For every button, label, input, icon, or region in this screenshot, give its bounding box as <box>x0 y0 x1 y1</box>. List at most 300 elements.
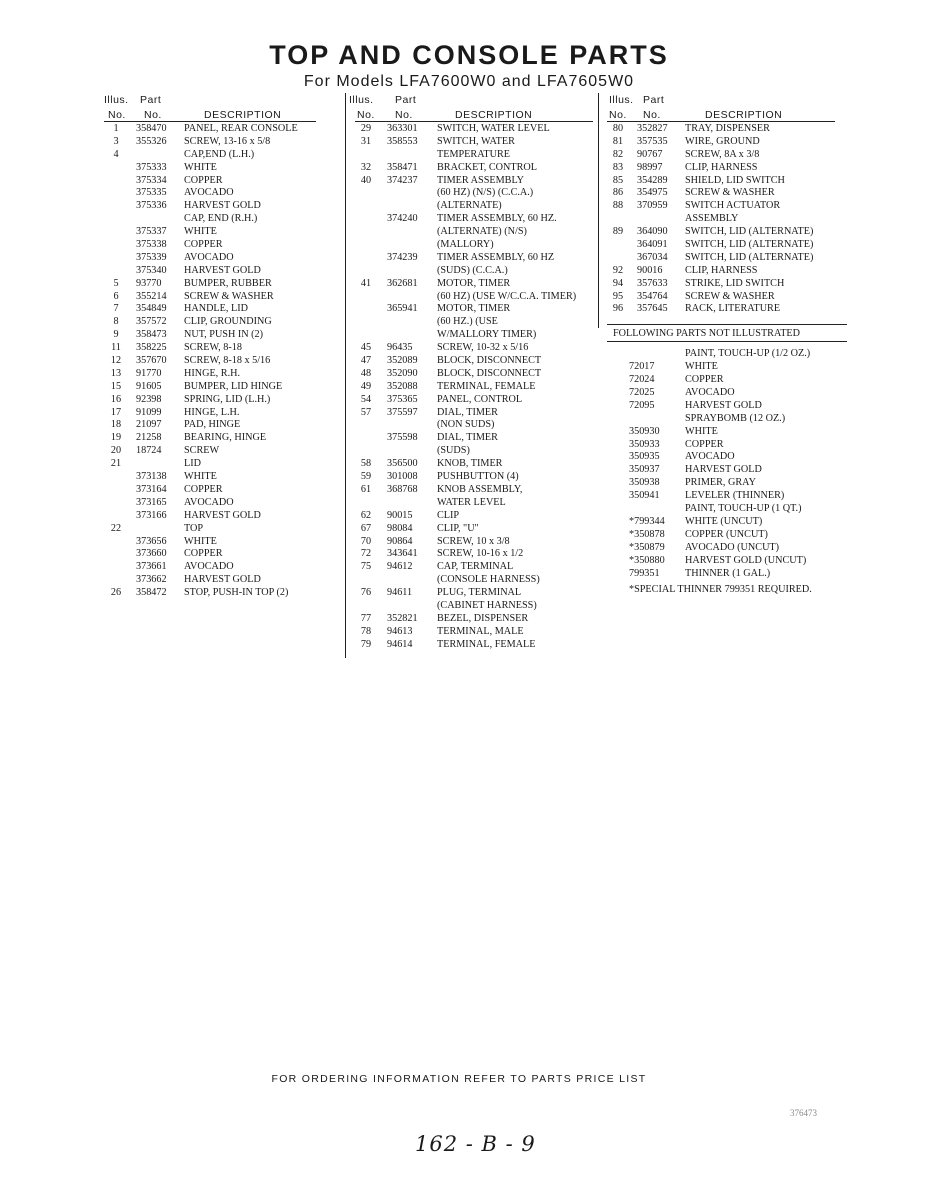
part-no-cell: 350935 <box>629 451 660 463</box>
table-row <box>355 149 595 162</box>
description-cell: SCREW, 8-18 x 5/16 <box>184 355 271 367</box>
part-no-cell: 72024 <box>629 374 655 386</box>
part-header: Part <box>140 94 162 106</box>
table-row <box>607 149 847 162</box>
table-row <box>607 387 847 400</box>
table-row <box>355 587 595 600</box>
description-cell: HANDLE, LID <box>184 303 248 315</box>
table-row <box>607 303 847 316</box>
description-cell: HARVEST GOLD (UNCUT) <box>685 554 807 566</box>
description-cell: BUMPER, LID HINGE <box>184 380 283 392</box>
table-row <box>355 639 595 652</box>
illus-no-cell: 29 <box>360 123 372 134</box>
column-header <box>349 93 595 123</box>
part-no-cell: 375597 <box>387 406 418 418</box>
description-cell: BRACKET, CONTROL <box>437 161 537 173</box>
table-row <box>607 374 847 387</box>
description-cell: HARVEST GOLD <box>685 464 762 476</box>
table-row <box>108 381 318 394</box>
part-no-cell: *350879 <box>629 541 665 553</box>
table-row <box>607 291 847 304</box>
illus-no-cell: 72 <box>360 548 372 560</box>
description-cell: COPPER <box>184 239 223 251</box>
part-no-cell: 373164 <box>136 483 167 495</box>
description-cell: CAP, TERMINAL <box>437 561 514 573</box>
parts-list <box>108 123 318 600</box>
ordering-info-footer: FOR ORDERING INFORMATION REFER TO PARTS PRICE LIST <box>271 1073 647 1085</box>
part-no-cell: 375598 <box>387 432 418 444</box>
table-row <box>108 213 318 226</box>
description-cell: AVOCADO <box>685 451 735 463</box>
table-row <box>108 252 318 265</box>
description-cell: COPPER <box>685 438 724 450</box>
description-cell: COPPER <box>685 374 724 386</box>
table-row <box>355 523 595 536</box>
document-number: 376473 <box>790 1108 817 1118</box>
illus-no-cell: 59 <box>360 471 372 483</box>
special-note <box>607 584 847 597</box>
illus-no-cell: 76 <box>360 587 372 599</box>
table-row <box>108 536 318 549</box>
table-row <box>355 561 595 574</box>
part-no-cell: 343641 <box>387 548 418 560</box>
description-cell: PLUG, TERMINAL <box>437 587 522 599</box>
table-row <box>108 316 318 329</box>
part-no-cell: 374240 <box>387 213 418 225</box>
description-cell: WHITE <box>184 535 217 547</box>
part-no-cell: 357670 <box>136 355 167 367</box>
part-no-cell: 93770 <box>136 277 162 289</box>
description-cell: (SUDS) (C.C.A.) <box>437 264 508 276</box>
description-cell: SCREW, 13-16 x 5/8 <box>184 135 271 147</box>
description-cell: SCREW <box>184 445 220 457</box>
illus-no-header: No. <box>357 109 375 121</box>
part-no-cell: 21097 <box>136 419 162 431</box>
table-row <box>607 529 847 542</box>
part-no-cell: 375365 <box>387 393 418 405</box>
description-cell: HARVEST GOLD <box>184 264 261 276</box>
description-cell: WHITE <box>184 471 217 483</box>
description-cell: SCREW, 10 x 3/8 <box>437 535 510 547</box>
table-row <box>108 523 318 536</box>
illus-no-cell: 8 <box>113 316 119 328</box>
part-no-cell: 90767 <box>637 148 663 160</box>
description-cell: HARVEST GOLD <box>685 399 762 411</box>
part-no-cell: 352827 <box>637 123 668 134</box>
table-row <box>607 477 847 490</box>
table-row <box>108 355 318 368</box>
part-no-cell: 355214 <box>136 290 167 302</box>
illus-no-cell: 89 <box>612 226 624 238</box>
part-no-cell: 352821 <box>387 612 418 624</box>
table-row <box>355 458 595 471</box>
part-no-cell: 354849 <box>136 303 167 315</box>
description-cell: ASSEMBLY <box>685 213 739 225</box>
table-row <box>355 123 595 136</box>
table-row <box>607 239 847 252</box>
description-cell: TERMINAL, FEMALE <box>437 380 536 392</box>
part-no-cell: 356500 <box>387 458 418 470</box>
illus-no-cell: 48 <box>360 367 372 379</box>
parts-column-1 <box>104 93 318 600</box>
table-row <box>607 200 847 213</box>
description-cell: TERMINAL, FEMALE <box>437 638 536 650</box>
table-row <box>355 574 595 587</box>
part-no-cell: 375339 <box>136 251 167 263</box>
table-row <box>108 200 318 213</box>
parts-column-2 <box>349 93 595 652</box>
part-no-cell: 354975 <box>637 187 668 199</box>
table-row <box>607 361 847 374</box>
header-rule <box>355 121 593 122</box>
illus-no-cell: 85 <box>612 174 624 186</box>
table-row <box>355 407 595 420</box>
table-row <box>108 149 318 162</box>
table-row <box>355 239 595 252</box>
table-row <box>607 464 847 477</box>
table-row <box>355 303 595 316</box>
part-no-cell: 350938 <box>629 477 660 489</box>
description-cell: BUMPER, RUBBER <box>184 277 272 289</box>
page-subtitle: For Models LFA7600W0 and LFA7605W0 <box>303 73 635 90</box>
not-illustrated-header <box>607 324 847 342</box>
part-no-cell: *799344 <box>629 515 665 527</box>
table-row <box>355 510 595 523</box>
description-cell: WHITE <box>184 226 217 238</box>
description-cell: TIMER ASSEMBLY <box>437 174 524 186</box>
part-no-cell: 90015 <box>387 509 413 521</box>
description-cell: PUSHBUTTON (4) <box>437 471 519 483</box>
illus-no-cell: 61 <box>360 483 372 495</box>
part-no-cell: 94614 <box>387 638 413 650</box>
part-no-cell: 350930 <box>629 425 660 437</box>
part-no-cell: 374239 <box>387 251 418 263</box>
description-cell: SWITCH, LID (ALTERNATE) <box>685 251 814 263</box>
part-no-cell: 357572 <box>136 316 167 328</box>
description-cell: (CABINET HARNESS) <box>437 599 537 611</box>
description-cell: SWITCH, LID (ALTERNATE) <box>685 226 814 238</box>
table-row <box>108 458 318 471</box>
part-no-cell: 373656 <box>136 535 167 547</box>
illus-no-cell: 4 <box>113 148 119 160</box>
description-cell: AVOCADO <box>184 496 234 508</box>
description-cell: WHITE (UNCUT) <box>685 515 763 527</box>
description-cell: (ALTERNATE) (N/S) <box>437 226 527 238</box>
illus-no-cell: 92 <box>612 264 624 276</box>
table-row <box>607 278 847 291</box>
illus-no-cell: 13 <box>110 367 122 379</box>
description-cell: AVOCADO <box>184 251 234 263</box>
table-row <box>607 516 847 529</box>
part-no-cell: 374237 <box>387 174 418 186</box>
description-cell: WHITE <box>685 361 718 373</box>
column-divider-2 <box>598 93 599 328</box>
table-row <box>108 329 318 342</box>
table-row <box>108 484 318 497</box>
part-no-cell: 375338 <box>136 239 167 251</box>
illus-no-cell: 94 <box>612 277 624 289</box>
description-cell: PAINT, TOUCH-UP (1 QT.) <box>685 503 802 515</box>
description-cell: SCREW, 10-32 x 5/16 <box>437 342 529 354</box>
table-row <box>108 561 318 574</box>
part-no-cell: 363301 <box>387 123 418 134</box>
description-cell: MOTOR, TIMER <box>437 303 511 315</box>
part-no-cell: 368768 <box>387 483 418 495</box>
table-row <box>355 536 595 549</box>
illus-no-cell: 95 <box>612 290 624 302</box>
description-cell: PRIMER, GRAY <box>685 477 756 489</box>
part-no-cell: 357535 <box>637 135 668 147</box>
description-cell: AVOCADO <box>184 187 234 199</box>
description-cell: CLIP <box>437 509 460 521</box>
description-cell: (SUDS) <box>437 445 470 457</box>
not-illustrated-list <box>607 348 847 580</box>
table-row <box>607 490 847 503</box>
table-row <box>108 407 318 420</box>
illus-no-cell: 5 <box>113 277 119 289</box>
part-no-cell: 364091 <box>637 239 668 251</box>
part-no-cell: 92398 <box>136 393 162 405</box>
illus-no-cell: 9 <box>113 329 119 341</box>
description-cell: SWITCH, LID (ALTERNATE) <box>685 239 814 251</box>
illus-no-header: No. <box>609 109 627 121</box>
part-no-header: No. <box>144 109 162 121</box>
part-no-cell: 98997 <box>637 161 663 173</box>
illus-no-cell: 6 <box>113 290 119 302</box>
table-row <box>607 348 847 361</box>
table-row <box>108 419 318 432</box>
description-cell: SWITCH, WATER <box>437 135 515 147</box>
part-no-cell: 373661 <box>136 561 167 573</box>
description-cell: THINNER (1 GAL.) <box>685 567 771 579</box>
part-no-cell: 350933 <box>629 438 660 450</box>
illus-no-cell: 75 <box>360 561 372 573</box>
illus-no-cell: 7 <box>113 303 119 315</box>
part-no-cell: 373660 <box>136 548 167 560</box>
table-row <box>108 136 318 149</box>
description-cell: SWITCH ACTUATOR <box>685 200 781 212</box>
table-row <box>607 265 847 278</box>
description-cell: TRAY, DISPENSER <box>685 123 770 134</box>
part-no-cell: 373662 <box>136 574 167 586</box>
illus-no-cell: 47 <box>360 355 372 367</box>
table-row <box>355 548 595 561</box>
part-no-cell: 350941 <box>629 490 660 502</box>
part-no-cell: 375335 <box>136 187 167 199</box>
description-cell: COPPER <box>184 483 223 495</box>
table-row <box>607 426 847 439</box>
illus-no-cell: 57 <box>360 406 372 418</box>
description-cell: W/MALLORY TIMER) <box>437 329 537 341</box>
part-no-cell: 373165 <box>136 496 167 508</box>
illus-no-cell: 19 <box>110 432 122 444</box>
part-no-cell: 375334 <box>136 174 167 186</box>
illus-no-header: No. <box>108 109 126 121</box>
illus-no-cell: 86 <box>612 187 624 199</box>
part-no-cell: 365941 <box>387 303 418 315</box>
illus-no-cell: 96 <box>612 303 624 315</box>
table-row <box>355 368 595 381</box>
column-header <box>104 93 318 123</box>
description-cell: SHIELD, LID SWITCH <box>685 174 785 186</box>
part-no-cell: 799351 <box>629 567 660 579</box>
description-cell: PAD, HINGE <box>184 419 241 431</box>
description-cell: STOP, PUSH-IN TOP (2) <box>184 587 289 599</box>
description-cell: AVOCADO (UNCUT) <box>685 541 780 553</box>
table-row <box>355 136 595 149</box>
table-row <box>607 439 847 452</box>
description-cell: DIAL, TIMER <box>437 432 498 444</box>
illus-no-cell: 16 <box>110 393 122 405</box>
part-no-header: No. <box>395 109 413 121</box>
part-no-cell: 373166 <box>136 509 167 521</box>
illus-no-cell: 17 <box>110 406 122 418</box>
description-cell: SWITCH, WATER LEVEL <box>437 123 550 134</box>
description-cell: SCREW, 8A x 3/8 <box>685 148 760 160</box>
illus-header: Illus. <box>349 94 374 106</box>
table-row <box>607 503 847 516</box>
part-no-cell: 72095 <box>629 399 655 411</box>
table-row <box>607 568 847 581</box>
illus-header: Illus. <box>104 94 129 106</box>
illus-no-cell: 70 <box>360 535 372 547</box>
description-cell: (60 HZ) (USE W/C.C.A. TIMER) <box>437 290 577 302</box>
illus-no-cell: 32 <box>360 161 372 173</box>
illus-no-cell: 79 <box>360 638 372 650</box>
table-row <box>108 368 318 381</box>
description-cell: (CONSOLE HARNESS) <box>437 574 540 586</box>
illus-no-cell: 22 <box>110 522 122 534</box>
illus-no-cell: 62 <box>360 509 372 521</box>
description-cell: HARVEST GOLD <box>184 509 261 521</box>
description-header: DESCRIPTION <box>705 109 783 121</box>
part-no-header: No. <box>643 109 661 121</box>
header-rule <box>104 121 316 122</box>
table-row <box>355 626 595 639</box>
description-cell: KNOB, TIMER <box>437 458 503 470</box>
table-row <box>108 342 318 355</box>
part-no-cell: 94613 <box>387 625 413 637</box>
illus-no-cell: 67 <box>360 522 372 534</box>
table-row <box>108 574 318 587</box>
part-no-cell: 358470 <box>136 123 167 134</box>
part-no-cell: 354764 <box>637 290 668 302</box>
description-cell: HINGE, L.H. <box>184 406 240 418</box>
column-header <box>607 93 847 123</box>
table-row <box>355 278 595 291</box>
description-cell: BLOCK, DISCONNECT <box>437 355 542 367</box>
table-row <box>355 497 595 510</box>
page-title: TOP AND CONSOLE PARTS <box>269 40 669 70</box>
table-row <box>355 419 595 432</box>
part-no-cell: 21258 <box>136 432 162 444</box>
table-row <box>355 200 595 213</box>
description-cell: COPPER (UNCUT) <box>685 528 768 540</box>
handwritten-page-code: 162 - B - 9 <box>415 1132 536 1156</box>
table-row <box>108 394 318 407</box>
table-row <box>355 355 595 368</box>
part-no-cell: 362681 <box>387 277 418 289</box>
description-cell: CLIP, "U" <box>437 522 479 534</box>
description-cell: AVOCADO <box>685 387 735 399</box>
table-row <box>108 187 318 200</box>
part-no-cell: 91605 <box>136 380 162 392</box>
column-divider-1 <box>345 93 346 658</box>
table-row <box>108 445 318 458</box>
illus-no-cell: 49 <box>360 380 372 392</box>
table-row <box>607 226 847 239</box>
description-cell: KNOB ASSEMBLY, <box>437 483 523 495</box>
parts-list <box>355 123 595 652</box>
part-no-cell: 354289 <box>637 174 668 186</box>
part-no-cell: 91770 <box>136 367 162 379</box>
part-no-cell: 375333 <box>136 161 167 173</box>
table-row <box>355 432 595 445</box>
illus-no-cell: 77 <box>360 612 372 624</box>
description-cell: PAINT, TOUCH-UP (1/2 OZ.) <box>685 348 811 360</box>
part-no-cell: 375336 <box>136 200 167 212</box>
part-no-cell: 370959 <box>637 200 668 212</box>
illus-no-cell: 18 <box>110 419 122 431</box>
description-cell: (NON SUDS) <box>437 419 495 431</box>
description-cell: PANEL, CONTROL <box>437 393 523 405</box>
part-header: Part <box>643 94 665 106</box>
description-cell: TEMPERATURE <box>437 148 511 160</box>
description-cell: PANEL, REAR CONSOLE <box>184 123 298 134</box>
description-cell: WIRE, GROUND <box>685 135 760 147</box>
illus-no-cell: 58 <box>360 458 372 470</box>
part-no-cell: 375337 <box>136 226 167 238</box>
illus-no-cell: 81 <box>612 135 624 147</box>
description-cell: DIAL, TIMER <box>437 406 498 418</box>
part-no-cell: 358473 <box>136 329 167 341</box>
table-row <box>355 613 595 626</box>
illus-no-cell: 45 <box>360 342 372 354</box>
part-no-cell: 358471 <box>387 161 418 173</box>
description-cell: SCREW, 8-18 <box>184 342 242 354</box>
header-rule <box>607 121 835 122</box>
special-note-text: *SPECIAL THINNER 799351 REQUIRED. <box>629 584 812 596</box>
part-no-cell: 352090 <box>387 367 418 379</box>
table-row <box>108 265 318 278</box>
table-row <box>355 394 595 407</box>
part-no-cell: 91099 <box>136 406 162 418</box>
description-cell: AVOCADO <box>184 561 234 573</box>
description-cell: CAP,END (L.H.) <box>184 148 255 160</box>
part-no-cell: 72017 <box>629 361 655 373</box>
table-row <box>355 381 595 394</box>
description-cell: TIMER ASSEMBLY, 60 HZ <box>437 251 555 263</box>
description-cell: (60 HZ.) (USE <box>437 316 498 328</box>
description-cell: (60 HZ) (N/S) (C.C.A.) <box>437 187 534 199</box>
part-no-cell: 355326 <box>136 135 167 147</box>
description-cell: HINGE, R.H. <box>184 367 241 379</box>
illus-no-cell: 12 <box>110 355 122 367</box>
table-row <box>355 175 595 188</box>
part-no-cell: *350880 <box>629 554 665 566</box>
description-cell: TERMINAL, MALE <box>437 625 524 637</box>
illus-header: Illus. <box>609 94 634 106</box>
table-row <box>607 213 847 226</box>
part-no-cell: 352088 <box>387 380 418 392</box>
part-no-cell: 301008 <box>387 471 418 483</box>
part-no-cell: 375340 <box>136 264 167 276</box>
description-cell: SCREW & WASHER <box>685 290 775 302</box>
description-cell: SCREW & WASHER <box>184 290 274 302</box>
part-no-cell: 90864 <box>387 535 413 547</box>
description-cell: WHITE <box>184 161 217 173</box>
description-cell: TIMER ASSEMBLY, 60 HZ. <box>437 213 557 225</box>
